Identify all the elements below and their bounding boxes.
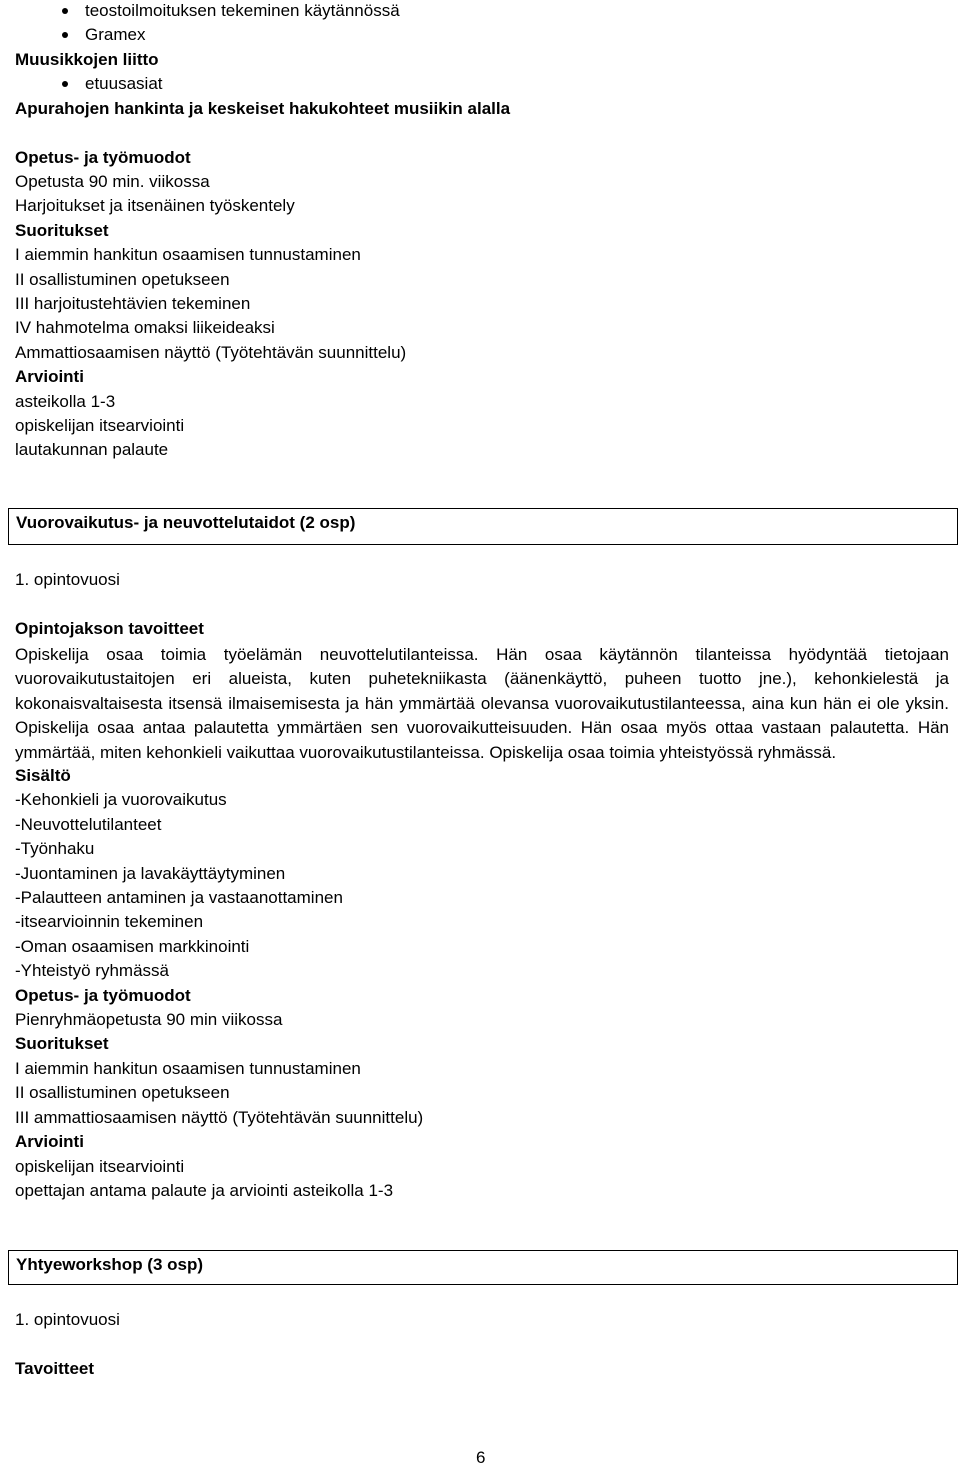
text-line: Opetusta 90 min. viikossa: [15, 172, 210, 191]
heading-sisalto: Sisältö: [15, 766, 71, 785]
text-line: lautakunnan palaute: [15, 440, 169, 459]
bullet-icon: [62, 32, 68, 38]
text-line: II osallistuminen opetukseen: [15, 270, 230, 289]
heading-tavoitteet: Tavoitteet: [15, 1359, 95, 1378]
text-line: opiskelijan itsearviointi: [15, 1157, 185, 1176]
heading-suoritukset: Suoritukset: [15, 221, 109, 240]
year-label: 1. opintovuosi: [15, 1310, 120, 1329]
text-line: -Palautteen antaminen ja vastaanottaminen: [15, 888, 343, 907]
bullet-icon: [62, 81, 68, 87]
heading-opetus: Opetus- ja työmuodot: [15, 986, 191, 1005]
objective-paragraph: Opiskelija osaa toimia työelämän neuvottelutilanteissa. Hän osaa käytännön tilanteissa hyödyntää tietojaan vuorovaikutustaitojen eri alueista, kuten puhetekniikasta (äänenkäyttö, puheen tuotto jne.), kehonkielestä ja kokonaisvaltaisesta itsensä ilmaisemisesta ja hän ymmärtää olevansa vuorovaikutustilanteessa, aina kun hän ei ole yksin. Opiskelija osaa antaa palautetta ymmärtäen sen vuorovaikutteisuuden. Hän osaa myös ottaa vastaan palautetta. Hän ymmärtää, miten kehonkieli vaikuttaa vuorovaikutustilanteissa. Opiskelija osaa toimia yhteistyössä ryhmässä.: [15, 645, 949, 762]
page-number: 6: [476, 1448, 486, 1467]
section-title-box: [8, 1250, 958, 1285]
section-title: Vuorovaikutus- ja neuvottelutaidot (2 osp): [16, 513, 356, 532]
text-line: -Oman osaamisen markkinointi: [15, 937, 250, 956]
text-line: -Yhteistyö ryhmässä: [15, 961, 169, 980]
text-line: -Työnhaku: [15, 839, 95, 858]
text-line: Harjoitukset ja itsenäinen työskentely: [15, 196, 295, 215]
text-line: Pienryhmäopetusta 90 min viikossa: [15, 1010, 283, 1029]
text-line: I aiemmin hankitun osaamisen tunnustaminen: [15, 245, 361, 264]
text-line: -Juontaminen ja lavakäyttäytyminen: [15, 864, 286, 883]
text-line: II osallistuminen opetukseen: [15, 1083, 230, 1102]
heading-opetus: Opetus- ja työmuodot: [15, 148, 191, 167]
text-line: I aiemmin hankitun osaamisen tunnustaminen: [15, 1059, 361, 1078]
list-item: teostoilmoituksen tekeminen käytännössä: [85, 1, 400, 20]
text-line: opettajan antama palaute ja arviointi asteikolla 1-3: [15, 1181, 394, 1200]
heading-apurahojen: Apurahojen hankinta ja keskeiset hakukohteet musiikin alalla: [15, 99, 511, 118]
year-label: 1. opintovuosi: [15, 570, 120, 589]
list-item: etuusasiat: [85, 74, 163, 93]
list-item: Gramex: [85, 25, 146, 44]
heading-arviointi: Arviointi: [15, 367, 84, 386]
heading-muusikkojen-liitto: Muusikkojen liitto: [15, 50, 159, 69]
bullet-icon: [62, 8, 68, 14]
text-line: III ammattiosaamisen näyttö (Työtehtävän suunnittelu): [15, 1108, 424, 1127]
text-line: IV hahmotelma omaksi liikeideaksi: [15, 318, 275, 337]
text-line: Ammattiosaamisen näyttö (Työtehtävän suunnittelu): [15, 343, 407, 362]
heading-arviointi: Arviointi: [15, 1132, 84, 1151]
section-title: Yhtyeworkshop (3 osp): [16, 1255, 204, 1274]
text-line: asteikolla 1-3: [15, 392, 116, 411]
text-line: -Kehonkieli ja vuorovaikutus: [15, 790, 227, 809]
heading-suoritukset: Suoritukset: [15, 1034, 109, 1053]
heading-tavoitteet: Opintojakson tavoitteet: [15, 619, 204, 638]
text-line: -itsearvioinnin tekeminen: [15, 912, 204, 931]
text-line: opiskelijan itsearviointi: [15, 416, 185, 435]
section-title-box: [8, 508, 958, 545]
text-line: -Neuvottelutilanteet: [15, 815, 162, 834]
text-line: III harjoitustehtävien tekeminen: [15, 294, 251, 313]
